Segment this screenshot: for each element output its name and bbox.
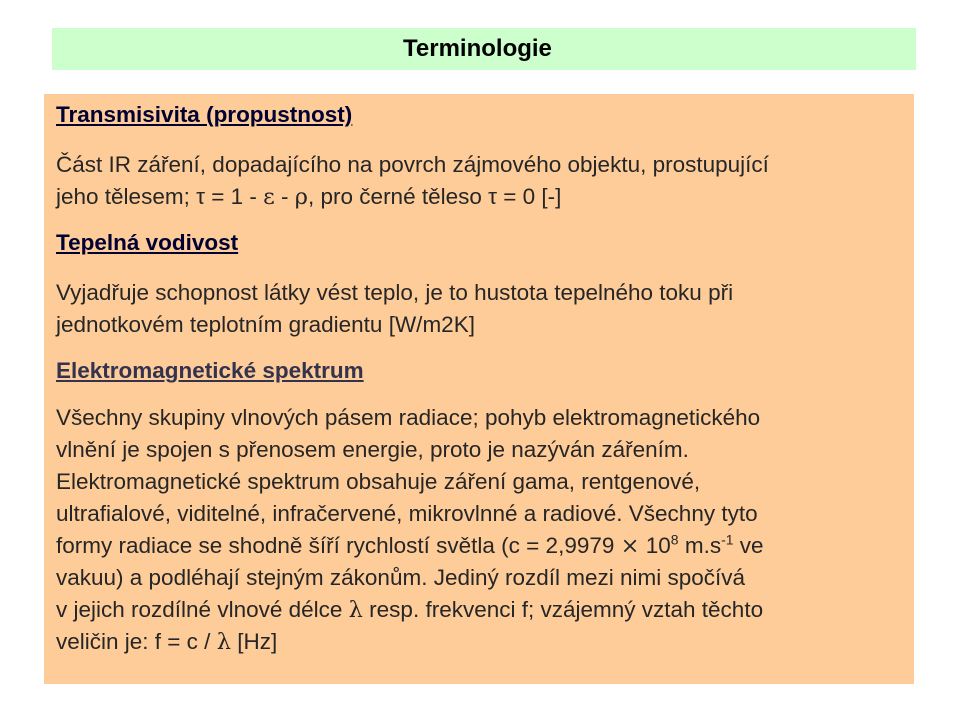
title-bar	[52, 28, 916, 70]
slide-title: Terminologie	[403, 35, 552, 62]
text-line-wavelength: v jejich rozdílné vlnové délce λ resp. frekvenci f; vzájemný vztah těchto	[56, 597, 764, 623]
paragraph-tepelna-vodivost	[56, 277, 733, 341]
heading-tepelna-vodivost: Tepelná vodivost	[56, 230, 239, 255]
text-line: Všechny skupiny vlnových pásem radiace; pohyb elektromagnetického	[56, 405, 761, 430]
paragraph-transmisivita	[56, 149, 769, 213]
epsilon-symbol: ε	[263, 184, 275, 210]
heading-elektromagneticke-spektrum: Elektromagnetické spektrum	[56, 358, 364, 383]
text-line: vakuu) a podléhají stejným zákonům. Jediný rozdíl mezi nimi spočívá	[56, 565, 746, 590]
heading-transmisivita: Transmisivita (propustnost)	[56, 102, 353, 127]
content-panel	[44, 94, 914, 684]
text-line-formula: veličin je: f = c / λ [Hz]	[56, 629, 278, 655]
lambda-symbol: λ	[216, 629, 231, 655]
rho-symbol: ρ	[294, 184, 309, 210]
text-line: ultrafialové, viditelné, infračervené, mikrovlnné a radiové. Všechny tyto	[56, 501, 758, 526]
text-line: Elektromagnetické spektrum obsahuje záření gama, rentgenové,	[56, 469, 701, 494]
text-line: Část IR záření, dopadajícího na povrch zájmového objektu, prostupující	[56, 152, 769, 177]
lambda-symbol: λ	[348, 597, 363, 623]
text-line-formula: jeho tělesem; τ = 1 - ε - ρ, pro černé těleso τ = 0 [-]	[56, 184, 562, 210]
exponent: 8	[670, 531, 679, 548]
exponent: -1	[721, 531, 734, 548]
text-line: vlnění je spojen s přenosem energie, proto je nazýván zářením.	[56, 437, 689, 462]
text-line-speed-of-light: formy radiace se shodně šíří rychlostí světla ($c = 2,9979 \times 10^8$ $m.s^{-1}$ ve	[56, 531, 764, 559]
paragraph-elektromagneticke-spektrum	[56, 402, 764, 658]
text-line: jednotkovém teplotním gradientu [W/m2K]	[56, 312, 475, 337]
text-line: Vyjadřuje schopnost látky vést teplo, je to hustota tepelného toku při	[56, 280, 734, 305]
times-symbol: ×	[620, 533, 640, 559]
